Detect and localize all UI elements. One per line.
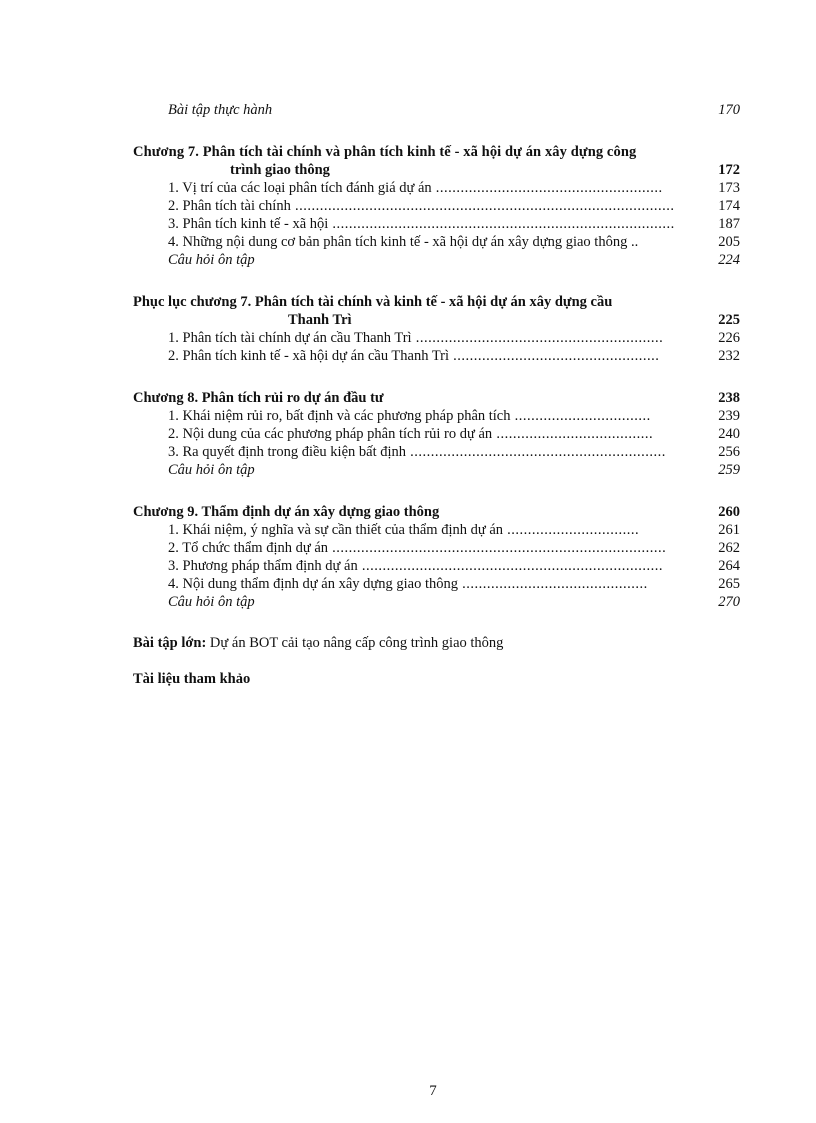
toc-entry-page: 264	[718, 558, 740, 574]
chapter8-title: Chương 8. Phân tích rủi ro dự án đầu tư	[133, 390, 384, 406]
toc-entry: 2. Nội dung của các phương pháp phân tích rủi ro dự án ......................................	[168, 426, 654, 442]
toc-practice-label: Bài tập thực hành	[168, 102, 273, 118]
toc-entry: 1. Khái niệm rủi ro, bất định và các phương pháp phân tích .................................	[168, 408, 651, 424]
appendix7-title-line2: Thanh Trì	[288, 312, 352, 328]
toc-entry: 2. Phân tích kinh tế - xã hội dự án cầu Thanh Trì ..................................................	[168, 348, 660, 364]
toc-review-page: 224	[718, 252, 740, 268]
chapter9-title: Chương 9. Thẩm định dự án xây dựng giao thông	[133, 504, 440, 520]
toc-review-label: Câu hỏi ôn tập	[168, 594, 255, 610]
toc-entry: 3. Phân tích kinh tế - xã hội ...................................................................................	[168, 216, 675, 232]
big-assignment-text: Dự án BOT cải tạo nâng cấp công trình giao thông	[206, 635, 504, 651]
page-number: 7	[429, 1083, 437, 1099]
toc-entry-page: 187	[718, 216, 740, 232]
toc-entry: 2. Phân tích tài chính ............................................................................................	[168, 198, 675, 214]
toc-entry-page: 239	[718, 408, 740, 424]
references-heading: Tài liệu tham khảo	[133, 671, 251, 687]
toc-entry: 4. Nội dung thẩm định dự án xây dựng giao thông .............................................	[168, 576, 648, 592]
toc-entry-page: 232	[718, 348, 740, 364]
toc-entry-page: 256	[718, 444, 740, 460]
chapter9-page: 260	[718, 504, 740, 520]
chapter7-page: 172	[718, 162, 740, 178]
appendix7-title-line1: Phục lục chương 7. Phân tích tài chính và kinh tế - xã hội dự án xây dựng cầu	[133, 294, 613, 310]
toc-entry-page: 262	[718, 540, 740, 556]
chapter8-page: 238	[718, 390, 740, 406]
toc-review-label: Câu hỏi ôn tập	[168, 252, 255, 268]
toc-entry: 3. Ra quyết định trong điều kiện bất định ..............................................................	[168, 444, 666, 460]
toc-entry: 3. Phương pháp thẩm định dự án .........................................................................	[168, 558, 663, 574]
chapter7-title-line1: Chương 7. Phân tích tài chính và phân tích kinh tế - xã hội dự án xây dựng công	[133, 144, 637, 160]
toc-entry-page: 205	[718, 234, 740, 250]
toc-entry: 2. Tổ chức thẩm định dự án .................................................................................	[168, 540, 667, 556]
toc-review-label: Câu hỏi ôn tập	[168, 462, 255, 478]
big-assignment-label: Bài tập lớn:	[133, 635, 207, 651]
toc-entry-page: 174	[718, 198, 740, 214]
toc-entry-page: 265	[718, 576, 740, 592]
toc-review-page: 270	[718, 594, 740, 610]
chapter7-title-line2: trình giao thông	[230, 162, 330, 178]
toc-entry: 1. Phân tích tài chính dự án cầu Thanh Trì ............................................................	[168, 330, 664, 346]
toc-review-page: 259	[718, 462, 740, 478]
toc-entry: 1. Vị trí của các loại phân tích đánh giá dự án .......................................................	[168, 180, 663, 196]
toc-entry: 1. Khái niệm, ý nghĩa và sự cần thiết của thẩm định dự án ................................	[168, 522, 640, 538]
toc-entry: 4. Những nội dung cơ bản phân tích kinh tế - xã hội dự án xây dựng giao thông ..	[168, 234, 639, 250]
toc-practice-page: 170	[718, 102, 740, 118]
toc-entry-page: 240	[718, 426, 740, 442]
appendix7-page: 225	[718, 312, 740, 328]
toc-entry-page: 173	[718, 180, 740, 196]
big-assignment-entry	[133, 634, 503, 652]
toc-entry-page: 261	[718, 522, 740, 538]
toc-entry-page: 226	[718, 330, 740, 346]
